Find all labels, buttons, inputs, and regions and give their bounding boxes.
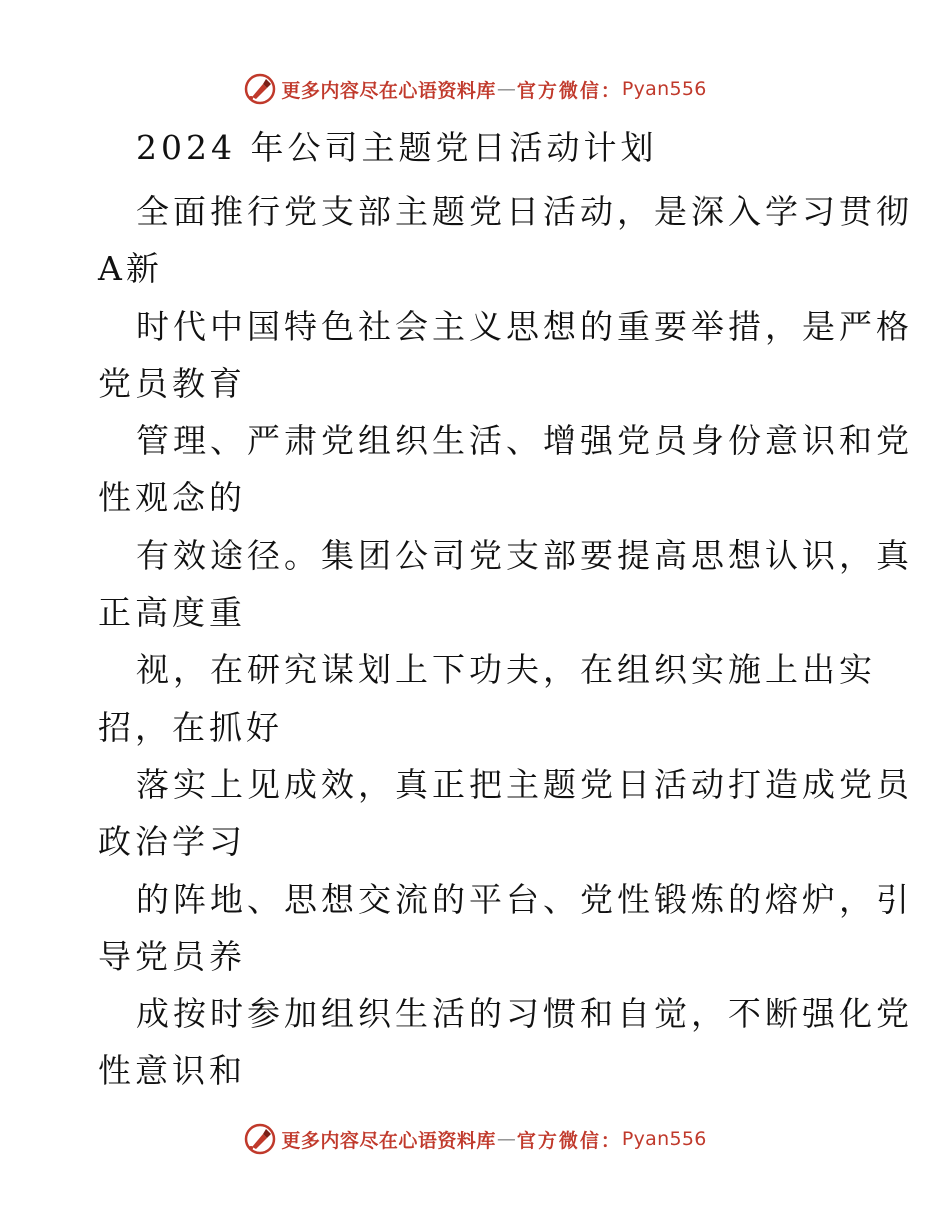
body-line: 性意识和	[98, 1051, 246, 1091]
body-line: A新	[98, 249, 163, 289]
document-body	[98, 183, 913, 1100]
body-line: 导党员养	[98, 936, 246, 976]
body-line: 视，在研究谋划上下功夫，在组织实施上出实	[136, 650, 876, 690]
body-line: 管理、严肃党组织生活、增强党员身份意识和党	[136, 421, 913, 461]
body-line: 招，在抓好	[98, 707, 283, 747]
pen-nib-logo-icon	[243, 72, 277, 106]
body-line: 成按时参加组织生活的习惯和自觉，不断强化党	[136, 994, 913, 1034]
header-banner	[0, 72, 950, 106]
body-line: 党员教育	[98, 363, 246, 403]
body-line: 性观念的	[98, 478, 246, 518]
banner-wechat-id: Pyan556	[621, 78, 707, 100]
body-line: 的阵地、思想交流的平台、党性锻炼的熔炉，引	[136, 879, 913, 919]
banner-separator: —	[496, 78, 516, 100]
banner-main-text: 更多内容尽在心语资料库	[281, 1129, 496, 1152]
banner-wechat-label: 官方微信：	[516, 79, 622, 102]
document-title: 2024 年公司主题党日活动计划	[136, 128, 658, 167]
body-line: 落实上见成效，真正把主题党日活动打造成党员	[136, 764, 913, 804]
body-line: 时代中国特色社会主义思想的重要举措，是严格	[136, 306, 913, 346]
footer-banner	[0, 1122, 950, 1156]
body-line: 政治学习	[98, 822, 246, 862]
banner-separator: —	[496, 1128, 516, 1150]
body-line: 全面推行党支部主题党日活动，是深入学习贯彻	[136, 192, 913, 231]
banner-wechat-id: Pyan556	[621, 1128, 707, 1150]
banner-main-text: 更多内容尽在心语资料库	[281, 79, 496, 102]
body-line: 正高度重	[98, 593, 246, 633]
body-line: 有效途径。集团公司党支部要提高思想认识，真	[136, 535, 913, 575]
banner-wechat-label: 官方微信：	[516, 1129, 622, 1152]
pen-nib-logo-icon	[243, 1122, 277, 1156]
